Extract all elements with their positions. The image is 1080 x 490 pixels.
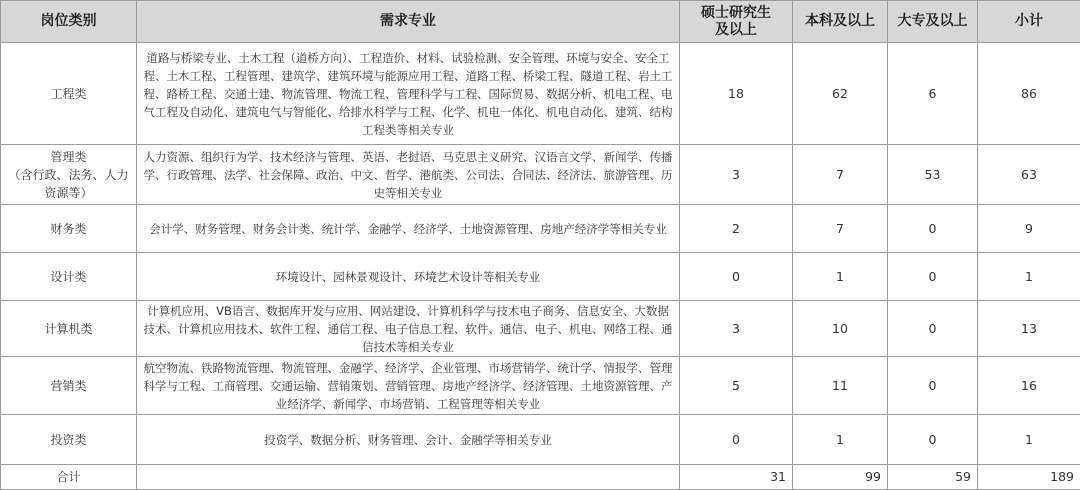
total-college: 59 (888, 465, 978, 490)
college-cell: 6 (888, 43, 978, 145)
college-cell: 0 (888, 415, 978, 465)
total-label: 合计 (1, 465, 137, 490)
header-bachelor: 本科及以上 (793, 1, 888, 43)
table-row (1, 205, 1080, 253)
category-cell (1, 415, 137, 465)
table-row (1, 145, 1080, 205)
category-name: 管理类 (5, 148, 132, 166)
bachelor-cell: 10 (793, 301, 888, 357)
master-cell: 3 (680, 145, 793, 205)
category-note: （含行政、法务、人力资源等） (5, 166, 132, 202)
major-cell: 会计学、财务管理、财务会计类、统计学、金融学、经济学、土地资源管理、房地产经济学等相关专业 (137, 205, 680, 253)
subtotal-cell: 13 (978, 301, 1080, 357)
bachelor-cell: 1 (793, 253, 888, 301)
college-cell: 0 (888, 301, 978, 357)
subtotal-cell: 1 (978, 253, 1080, 301)
category-name: 设计类 (5, 268, 132, 286)
subtotal-cell: 9 (978, 205, 1080, 253)
header-category: 岗位类别 (1, 1, 137, 43)
master-cell: 3 (680, 301, 793, 357)
table-row (1, 357, 1080, 415)
category-cell (1, 205, 137, 253)
category-cell (1, 145, 137, 205)
bachelor-cell: 1 (793, 415, 888, 465)
table-row (1, 301, 1080, 357)
subtotal-cell: 16 (978, 357, 1080, 415)
category-cell (1, 253, 137, 301)
category-name: 财务类 (5, 220, 132, 238)
master-cell: 0 (680, 415, 793, 465)
major-cell: 人力资源、组织行为学、技术经济与管理、英语、老挝语、马克思主义研究、汉语言文学、新闻学、传播学、行政管理、法学、社会保障、政治、中文、哲学、港航类、公司法、合同法、经济法、旅游管理、历史等相关专业 (137, 145, 680, 205)
subtotal-cell: 63 (978, 145, 1080, 205)
table-row (1, 43, 1080, 145)
major-cell: 计算机应用、VB语言、数据库开发与应用、网站建设、计算机科学与技术电子商务、信息安全、大数据技术、计算机应用技术、软件工程、通信工程、电子信息工程、软件、通信、电子、机电、网络工程、通信技术等相关专业 (137, 301, 680, 357)
header-major: 需求专业 (137, 1, 680, 43)
major-cell: 环境设计、园林景观设计、环境艺术设计等相关专业 (137, 253, 680, 301)
table-row (1, 253, 1080, 301)
total-row (1, 465, 1080, 490)
header-master: 硕士研究生及以上 (680, 1, 793, 43)
college-cell: 53 (888, 145, 978, 205)
total-bachelor: 99 (793, 465, 888, 490)
major-cell: 投资学、数据分析、财务管理、会计、金融学等相关专业 (137, 415, 680, 465)
category-name: 营销类 (5, 377, 132, 395)
bachelor-cell: 7 (793, 145, 888, 205)
category-name: 工程类 (5, 85, 132, 103)
major-cell: 航空物流、铁路物流管理、物流管理、金融学、经济学、企业管理、市场营销学、统计学、情报学、管理科学与工程、工商管理、交通运输、营销策划、营销管理、房地产经济学、经济管理、土地资源管理、产业经济学、新闻学、市场营销、工程管理等相关专业 (137, 357, 680, 415)
college-cell: 0 (888, 253, 978, 301)
table-row (1, 415, 1080, 465)
category-name: 投资类 (5, 431, 132, 449)
subtotal-cell: 86 (978, 43, 1080, 145)
college-cell: 0 (888, 205, 978, 253)
header-college: 大专及以上 (888, 1, 978, 43)
header-subtotal: 小计 (978, 1, 1080, 43)
total-major-cell (137, 465, 680, 490)
total-subtotal: 189 (978, 465, 1080, 490)
bachelor-cell: 62 (793, 43, 888, 145)
header-row (1, 1, 1080, 43)
master-cell: 2 (680, 205, 793, 253)
master-cell: 0 (680, 253, 793, 301)
master-cell: 18 (680, 43, 793, 145)
category-cell (1, 43, 137, 145)
category-name: 计算机类 (5, 320, 132, 338)
major-cell: 道路与桥梁专业、土木工程（道桥方向）、工程造价、材料、试验检测、安全管理、环境与安全、安全工程、土木工程、工程管理、建筑学、建筑环境与能源应用工程、道路工程、桥梁工程、隧道工程、岩土工程、路桥工程、交通土建、物流管理、物流工程、管理科学与工程、国际贸易、数据分析、机电工程、电气工程及自动化、建筑电气与智能化、给排水科学与工程、化学、机电一体化、机电自动化、建筑、结构工程类等相关专业 (137, 43, 680, 145)
subtotal-cell: 1 (978, 415, 1080, 465)
bachelor-cell: 7 (793, 205, 888, 253)
category-cell (1, 357, 137, 415)
master-cell: 5 (680, 357, 793, 415)
category-cell (1, 301, 137, 357)
total-master: 31 (680, 465, 793, 490)
college-cell: 0 (888, 357, 978, 415)
bachelor-cell: 11 (793, 357, 888, 415)
